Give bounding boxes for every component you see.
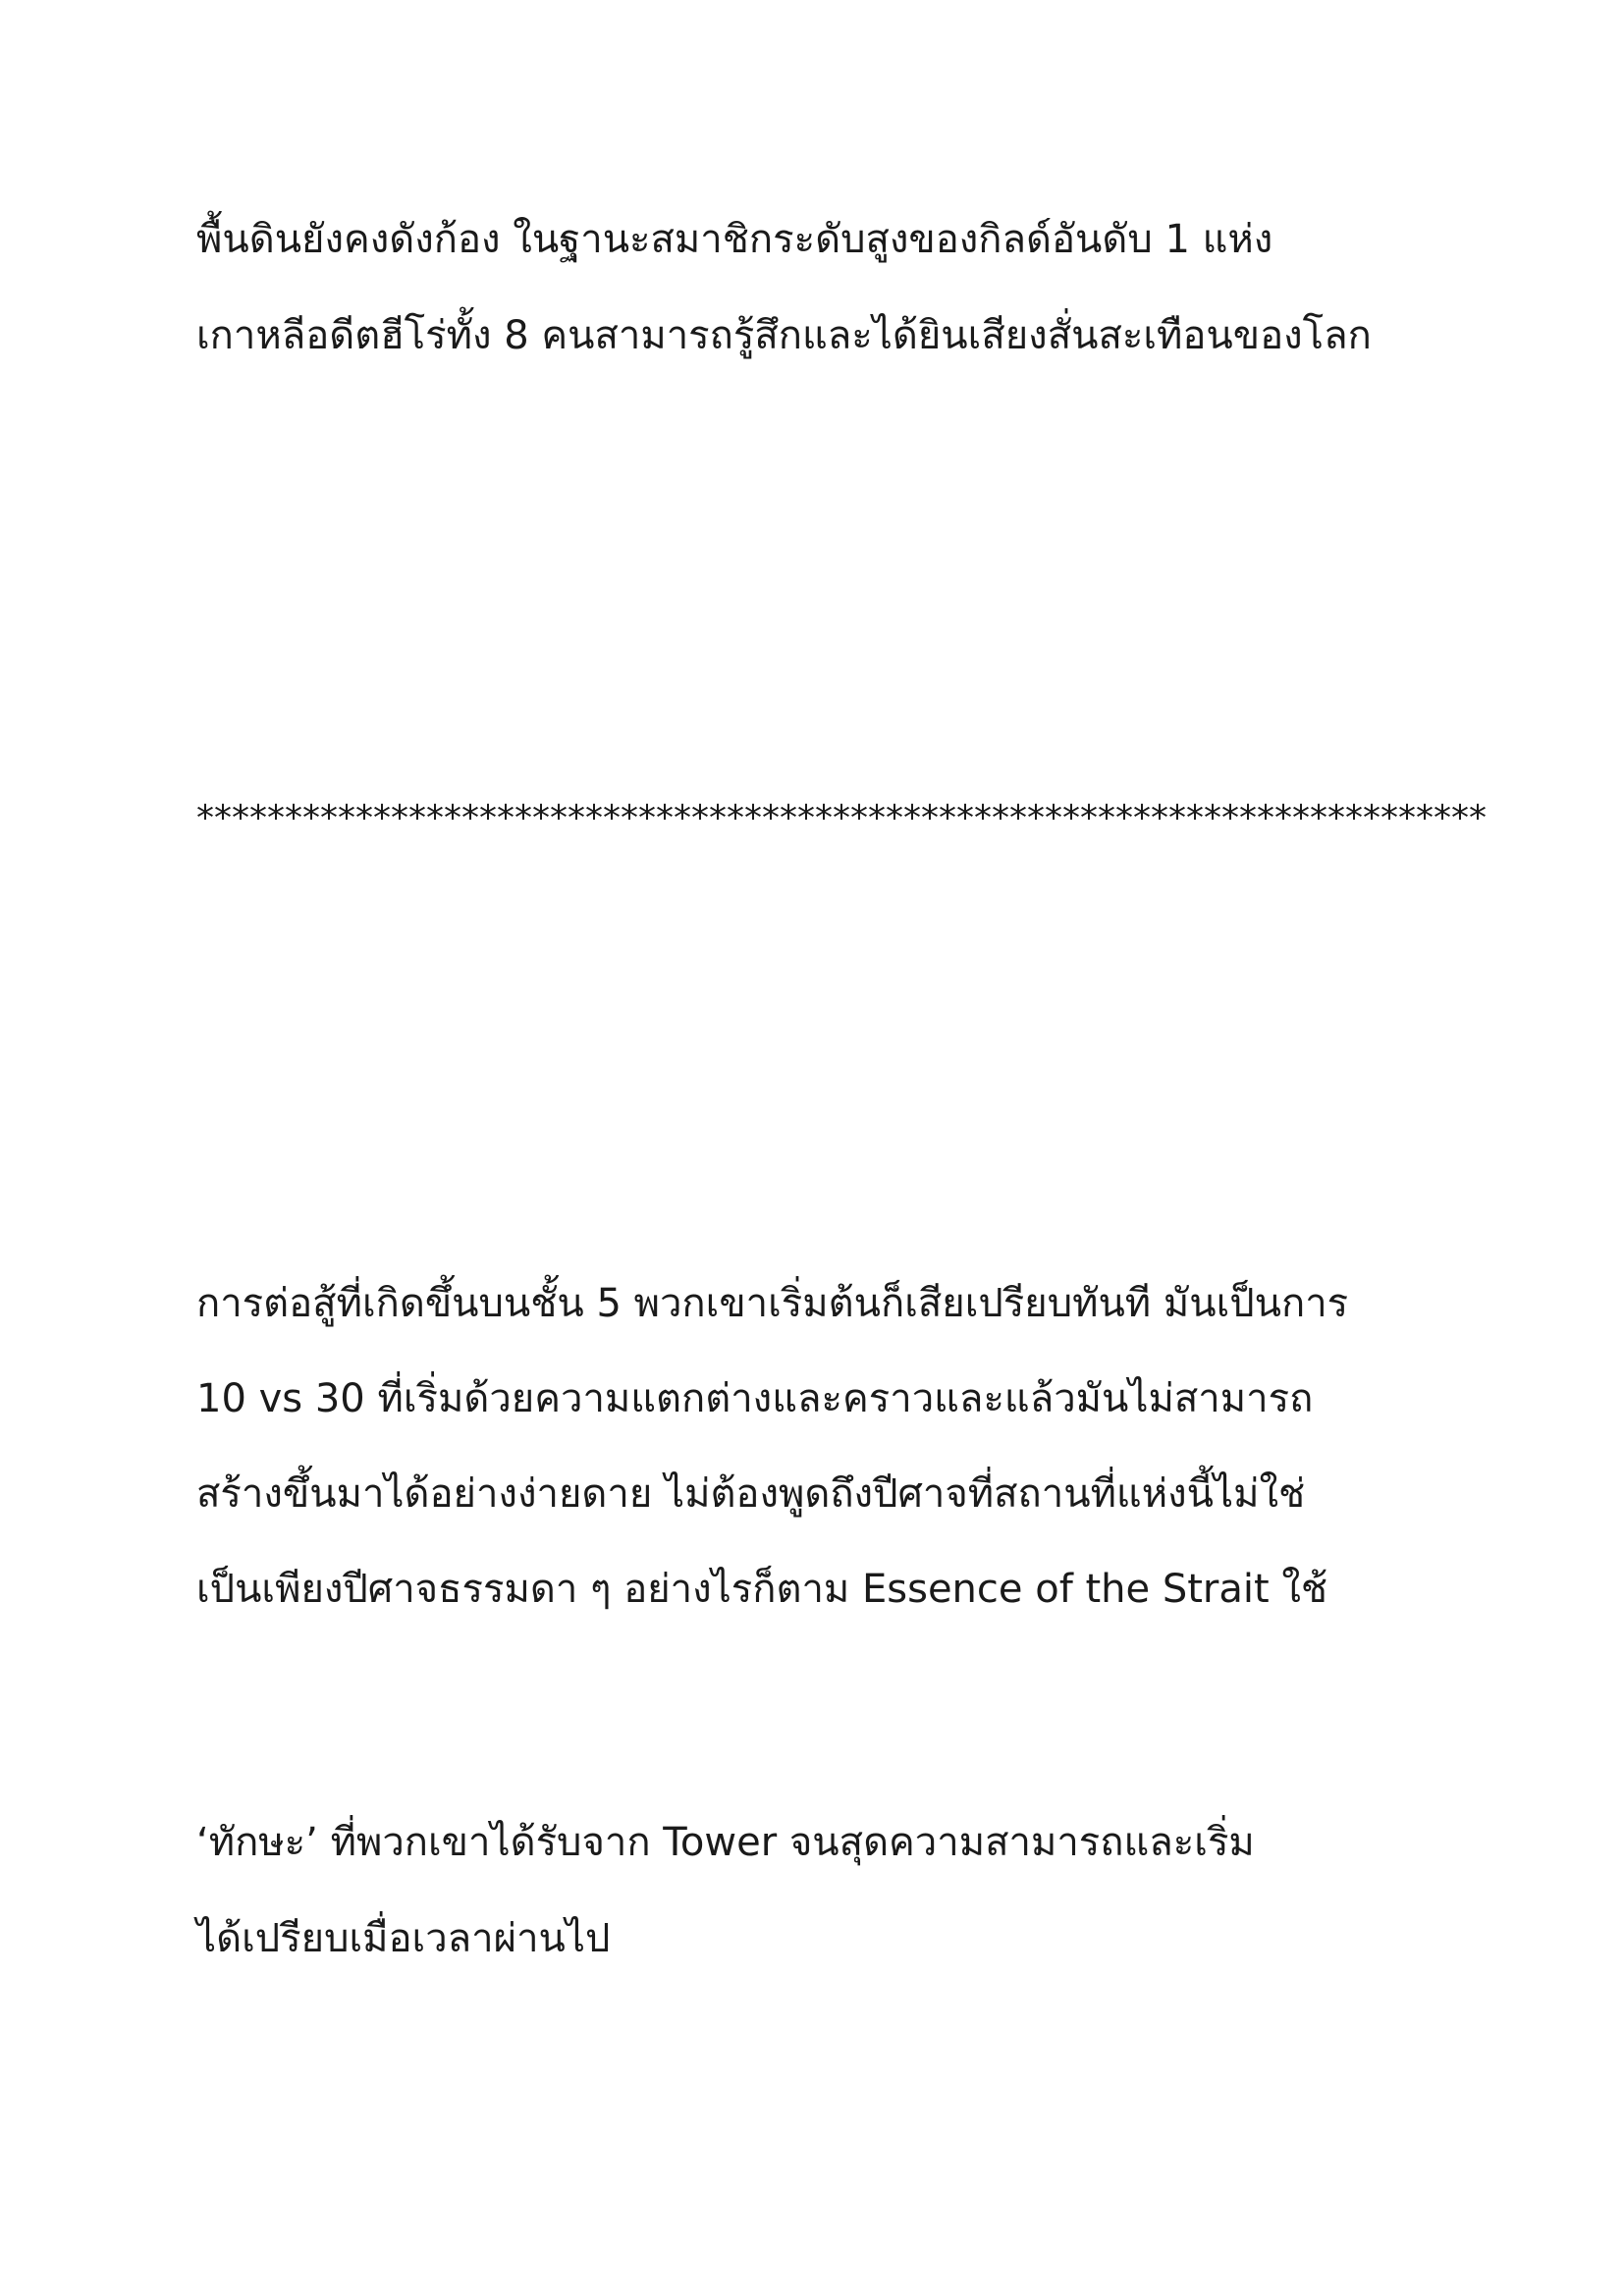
paragraph-2-line-3: สร้างขึ้นมาได้อย่างง่ายดาย ไม่ต้องพูดถึงปีศาจที่สถานที่แห่งนี้ไม่ใช่	[196, 1471, 1306, 1517]
paragraph-2-line-4: เป็นเพียงปีศาจธรรมดา ๆ อย่างไรก็ตาม Essence of the Strait ใช้	[196, 1567, 1328, 1612]
paragraph-1-line-1: พื้นดินยังคงดังก้อง ในฐานะสมาชิกระดับสูงของกิลด์อันดับ 1 แห่ง	[196, 217, 1273, 262]
paragraph-1-line-2: เกาหลีอดีตฮีโร่ทั้ง 8 คนสามารถรู้สึกและได้ยินเสียงสั่นสะเทือนของโลก	[196, 313, 1372, 358]
paragraph-2-line-1: การต่อสู้ที่เกิดขึ้นบนชั้น 5 พวกเขาเริ่มต้นก็เสียเปรียบทันที มันเป็นการ	[196, 1281, 1349, 1326]
section-separator: *************************************************************************	[196, 798, 1487, 838]
paragraph-2-line-2: 10 vs 30 ที่เริ่มด้วยความแตกต่างและคราวและแล้วมันไม่สามารถ	[196, 1376, 1314, 1421]
paragraph-3-line-1: ‘ทักษะ’ ที่พวกเขาได้รับจาก Tower จนสุดความสามารถและเริ่ม	[196, 1820, 1255, 1865]
paragraph-3-line-2: ได้เปรียบเมื่อเวลาผ่านไป	[196, 1916, 611, 1961]
